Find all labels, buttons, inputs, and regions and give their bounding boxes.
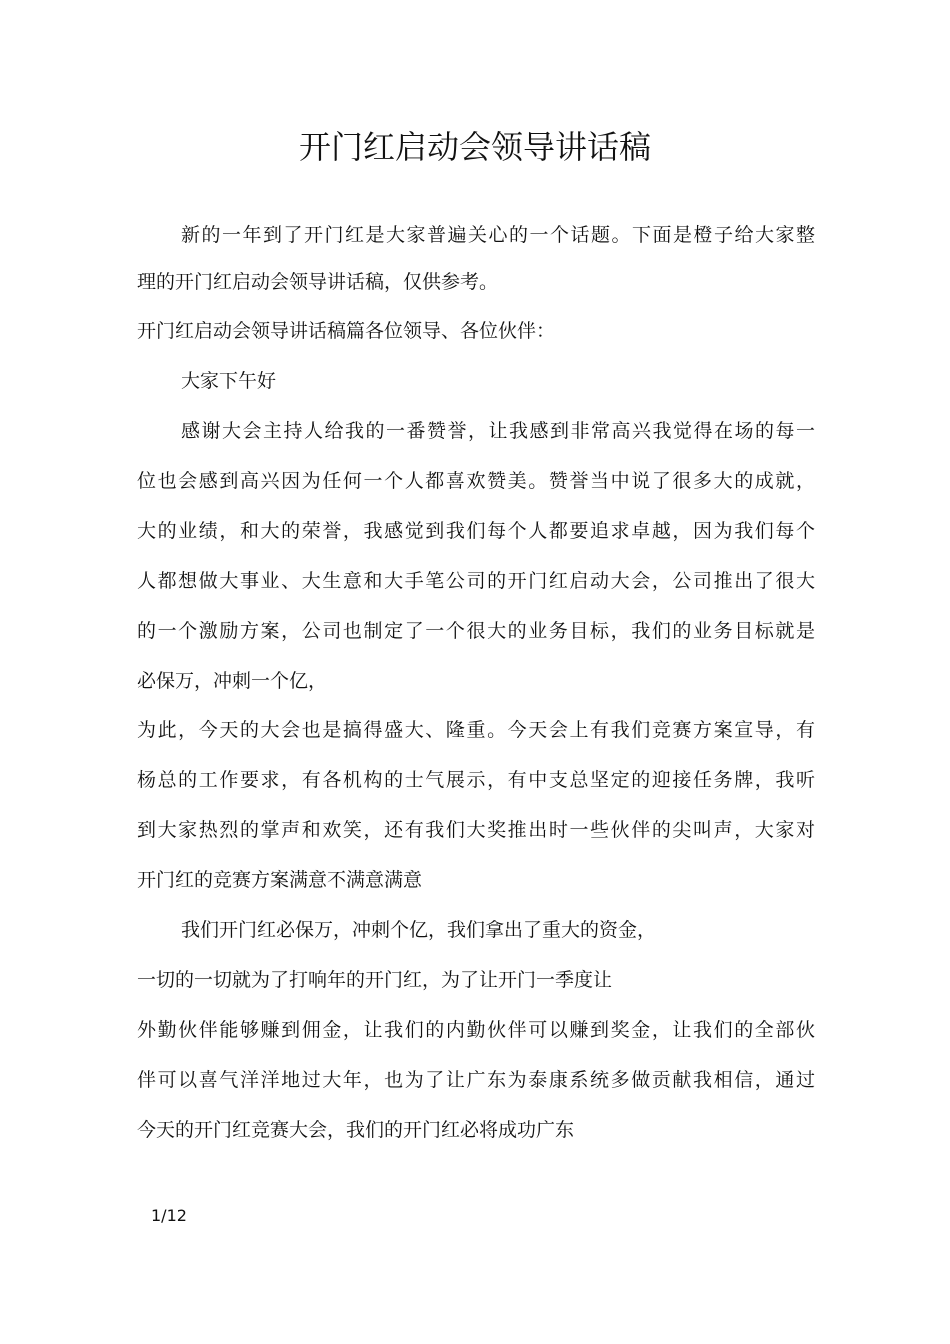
document-title: 开门红启动会领导讲话稿	[298, 128, 651, 166]
body-line-18: 伴可以喜气洋洋地过大年，也为了让广东为泰康系统多做贡献我相信，通过	[137, 1069, 815, 1091]
body-line-7: 大的业绩，和大的荣誉，我感觉到我们每个人都要追求卓越，因为我们每个	[137, 520, 815, 542]
body-line-11: 为此，今天的大会也是搞得盛大、隆重。今天会上有我们竞赛方案宣导，有	[137, 719, 815, 741]
body-line-10: 必保万，冲刺一个亿，	[137, 670, 328, 692]
body-line-19: 今天的开门红竞赛大会，我们的开门红必将成功广东	[137, 1119, 575, 1141]
body-line-14: 开门红的竞赛方案满意不满意满意	[137, 869, 423, 891]
body-line-9: 的一个激励方案，公司也制定了一个很大的业务目标，我们的业务目标就是	[137, 620, 815, 642]
body-line-13: 到大家热烈的掌声和欢笑，还有我们大奖推出时一些伙伴的尖叫声，大家对	[137, 819, 815, 841]
body-line-4: 大家下午好	[181, 370, 277, 392]
body-line-3: 开门红启动会领导讲话稿篇各位领导、各位伙伴：	[137, 320, 556, 342]
body-line-17: 外勤伙伴能够赚到佣金，让我们的内勤伙伴可以赚到奖金，让我们的全部伙	[137, 1019, 815, 1041]
body-line-2: 理的开门红启动会领导讲话稿，仅供参考。	[137, 271, 499, 293]
body-line-15: 我们开门红必保万，冲刺个亿，我们拿出了重大的资金，	[181, 919, 657, 941]
body-line-8: 人都想做大事业、大生意和大手笔公司的开门红启动大会，公司推出了很大	[137, 570, 815, 592]
body-line-16: 一切的一切就为了打响年的开门红，为了让开门一季度让	[137, 969, 613, 991]
body-line-1: 新的一年到了开门红是大家普遍关心的一个话题。下面是橙子给大家整	[181, 224, 815, 246]
body-line-12: 杨总的工作要求，有各机构的士气展示，有中支总坚定的迎接任务牌，我听	[137, 769, 815, 791]
page-number: 1/12	[151, 1206, 187, 1225]
body-line-5: 感谢大会主持人给我的一番赞誉，让我感到非常高兴我觉得在场的每一	[181, 420, 815, 442]
body-line-6: 位也会感到高兴因为任何一个人都喜欢赞美。赞誉当中说了很多大的成就，	[137, 470, 815, 492]
